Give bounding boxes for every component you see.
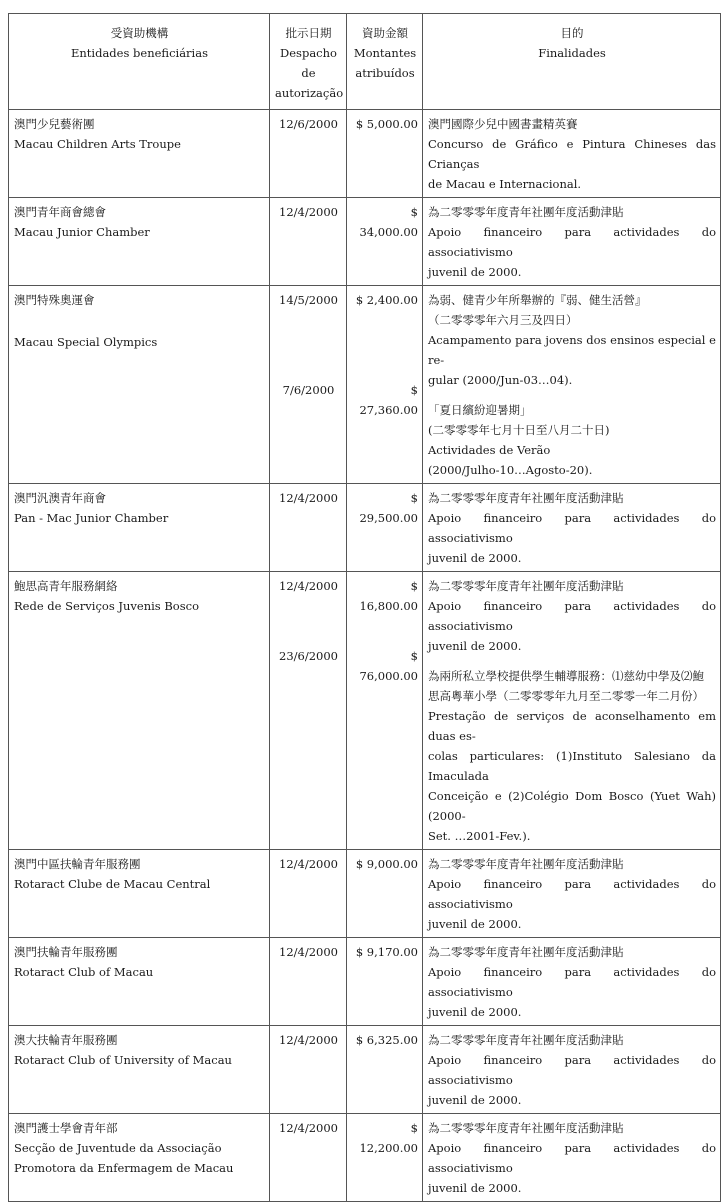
- purpose-line: Apoio financeiro para actividades do associativismo: [428, 1053, 716, 1087]
- purpose-line: Apoio financeiro para actividades do associativismo: [428, 965, 716, 999]
- date-cell: [270, 198, 347, 286]
- table-row: [9, 1114, 721, 1202]
- entity-name-pt: Rede de Serviços Juvenis Bosco: [14, 599, 199, 613]
- grant-date: 14/5/2000: [279, 293, 338, 307]
- purpose-cell: [423, 938, 721, 1026]
- date-cell: [270, 572, 347, 850]
- purpose-line: 為二零零零年度青年社團年度活動津貼: [428, 205, 624, 219]
- purpose-line: 思高粵華小學（二零零零年九月至二零零一年二月份）: [428, 689, 704, 703]
- amount-cell: [347, 110, 423, 198]
- grant-amount: $ 9,170.00: [355, 945, 418, 959]
- grant-purpose: [428, 290, 716, 390]
- grant-amount: $ 6,325.00: [355, 1033, 418, 1047]
- amount-cell: [347, 1026, 423, 1114]
- date-cell: [270, 484, 347, 572]
- purpose-cell: [423, 484, 721, 572]
- entity-cell: [9, 850, 270, 938]
- amount-cell: [347, 850, 423, 938]
- table-row: [9, 286, 721, 484]
- grant-amount: $ 12,200.00: [359, 1121, 418, 1155]
- grant-purpose: [428, 666, 716, 846]
- grant-purpose: [428, 854, 716, 934]
- table-row: [9, 110, 721, 198]
- entity-cell: [9, 938, 270, 1026]
- purpose-line: 為二零零零年度青年社團年度活動津貼: [428, 491, 624, 505]
- purpose-line: Apoio financeiro para actividades do associativismo: [428, 599, 716, 633]
- purpose-line: 澳門國際少兒中國書畫精英賽: [428, 117, 578, 131]
- grant-amount: $ 16,800.00: [359, 579, 418, 613]
- purpose-line: 為二零零零年度青年社團年度活動津貼: [428, 857, 624, 871]
- grant-amount: $ 2,400.00: [355, 293, 418, 307]
- entity-name-pt: Rotaract Club of Macau: [14, 965, 154, 979]
- purpose-cell: [423, 572, 721, 850]
- grant-purpose: [428, 942, 716, 1022]
- entity-name-pt: Macau Junior Chamber: [14, 225, 150, 239]
- entity-cell: [9, 198, 270, 286]
- header-entity: [9, 14, 270, 110]
- date-cell: [270, 1026, 347, 1114]
- purpose-line: 「夏日繽紛迎暑期」: [428, 403, 532, 417]
- purpose-line: Apoio financeiro para actividades do associativismo: [428, 511, 716, 545]
- grant-amount: $ 76,000.00: [359, 649, 418, 683]
- grants-table: [8, 13, 721, 1202]
- table-row: [9, 572, 721, 850]
- grant-date: 12/4/2000: [279, 945, 338, 959]
- entity-name-zh: 鮑思高青年服務網絡: [14, 579, 118, 593]
- grant-purpose: [428, 1118, 716, 1198]
- purpose-line: Conceição e (2)Colégio Dom Bosco (Yuet Wah) (2000-: [428, 789, 716, 823]
- table-row: [9, 938, 721, 1026]
- purpose-line: 為兩所私立學校提供學生輔導服務：⑴慈幼中學及⑵鮑: [428, 669, 704, 683]
- grant-amount: $ 34,000.00: [359, 205, 418, 239]
- entity-name-zh: 澳大扶輪青年服務團: [14, 1033, 118, 1047]
- purpose-line: juvenil de 2000.: [428, 1093, 522, 1107]
- grant-purpose: [428, 202, 716, 282]
- amount-cell: [347, 286, 423, 484]
- grant-purpose: [428, 1030, 716, 1110]
- entity-name-zh: 澳門扶輪青年服務團: [14, 945, 118, 959]
- table-row: [9, 198, 721, 286]
- grant-purpose: [428, 488, 716, 568]
- purpose-cell: [423, 1114, 721, 1202]
- purpose-cell: [423, 198, 721, 286]
- amount-cell: [347, 572, 423, 850]
- entity-name-zh: 澳門護士學會青年部: [14, 1121, 118, 1135]
- grant-purpose: [428, 400, 716, 480]
- header-amount-zh: 資助金額: [362, 26, 408, 40]
- amount-cell: [347, 484, 423, 572]
- purpose-line: juvenil de 2000.: [428, 265, 522, 279]
- header-date-pt-1: Despacho de: [280, 46, 337, 80]
- purpose-line: 為二零零零年度青年社團年度活動津貼: [428, 1121, 624, 1135]
- purpose-line: Prestação de serviços de aconselhamento em duas es-: [428, 709, 716, 743]
- entity-cell: [9, 286, 270, 484]
- amount-cell: [347, 1114, 423, 1202]
- purpose-line: Apoio financeiro para actividades do associativismo: [428, 1141, 716, 1175]
- grant-date: 12/4/2000: [279, 1033, 338, 1047]
- header-entity-pt: Entidades beneficiárias: [70, 46, 208, 60]
- spacer: [14, 310, 265, 332]
- header-amount-pt-1: Montantes: [353, 46, 417, 60]
- purpose-line: juvenil de 2000.: [428, 551, 522, 565]
- purpose-line: 為二零零零年度青年社團年度活動津貼: [428, 1033, 624, 1047]
- purpose-line: juvenil de 2000.: [428, 639, 522, 653]
- entity-name-zh: 澳門中區扶輪青年服務團: [14, 857, 141, 871]
- entity-name-pt: Macau Special Olympics: [14, 335, 158, 349]
- date-cell: [270, 938, 347, 1026]
- purpose-cell: [423, 1026, 721, 1114]
- grant-date: 12/4/2000: [279, 579, 338, 593]
- entity-name-zh: 澳門汎澳青年商會: [14, 491, 106, 505]
- amount-cell: [347, 198, 423, 286]
- header-date: [270, 14, 347, 110]
- purpose-line: colas particulares: (1)Instituto Salesiano da Imaculada: [428, 749, 716, 783]
- grant-purpose: [428, 114, 716, 194]
- entity-name-pt: Rotaract Clube de Macau Central: [14, 877, 211, 891]
- header-purpose: [423, 14, 721, 110]
- entity-cell: [9, 484, 270, 572]
- header-row: [9, 14, 721, 110]
- grant-date: 7/6/2000: [282, 383, 335, 397]
- purpose-line: 為二零零零年度青年社團年度活動津貼: [428, 945, 624, 959]
- date-cell: [270, 850, 347, 938]
- table-row: [9, 484, 721, 572]
- entity-cell: [9, 1026, 270, 1114]
- grant-date: 12/6/2000: [279, 117, 338, 131]
- purpose-line: Apoio financeiro para actividades do associativismo: [428, 877, 716, 911]
- grant-amount: $ 9,000.00: [355, 857, 418, 871]
- purpose-line: 為二零零零年度青年社團年度活動津貼: [428, 579, 624, 593]
- grant-date: 12/4/2000: [279, 857, 338, 871]
- purpose-line: juvenil de 2000.: [428, 917, 522, 931]
- entity-cell: [9, 1114, 270, 1202]
- purpose-line: (2000/Julho-10…Agosto-20).: [428, 463, 593, 477]
- entity-name-pt: Rotaract Club of University of Macau: [14, 1053, 232, 1067]
- purpose-line: juvenil de 2000.: [428, 1005, 522, 1019]
- header-amount-pt-2: atribuídos: [355, 66, 415, 80]
- table-body: [9, 110, 721, 1202]
- purpose-line: de Macau e Internacional.: [428, 177, 582, 191]
- entity-name-zh: 澳門特殊奧運會: [14, 293, 95, 307]
- entity-name-zh: 澳門青年商會總會: [14, 205, 106, 219]
- grant-amount: $ 29,500.00: [359, 491, 418, 525]
- header-entity-zh: 受資助機構: [110, 26, 169, 40]
- date-cell: [270, 110, 347, 198]
- entity-name-pt: Secção de Juventude da Associação: [14, 1141, 222, 1155]
- entity-name-pt: Pan - Mac Junior Chamber: [14, 511, 169, 525]
- purpose-line: gular (2000/Jun-03…04).: [428, 373, 573, 387]
- purpose-line: Concurso de Gráfico e Pintura Chineses das Crianças: [428, 137, 716, 171]
- amount-cell: [347, 938, 423, 1026]
- header-date-zh: 批示日期: [285, 26, 332, 40]
- purpose-cell: [423, 110, 721, 198]
- grant-date: 12/4/2000: [279, 1121, 338, 1135]
- date-cell: [270, 1114, 347, 1202]
- purpose-cell: [423, 286, 721, 484]
- header-amount: [347, 14, 423, 110]
- header-purpose-pt: Finalidades: [538, 46, 606, 60]
- purpose-cell: [423, 850, 721, 938]
- grant-date: 23/6/2000: [279, 649, 338, 663]
- entity-name-pt: Promotora da Enfermagem de Macau: [14, 1161, 234, 1175]
- grant-date: 12/4/2000: [279, 491, 338, 505]
- purpose-line: （二零零零年六月三及四日）: [428, 313, 578, 327]
- purpose-line: Set. …2001-Fev.).: [428, 829, 531, 843]
- table-row: [9, 850, 721, 938]
- table-row: [9, 1026, 721, 1114]
- purpose-line: (二零零零年七月十日至八月二十日): [428, 423, 610, 437]
- purpose-line: Apoio financeiro para actividades do associativismo: [428, 225, 716, 259]
- grant-amount: $ 27,360.00: [359, 383, 418, 417]
- grant-purpose: [428, 576, 716, 656]
- entity-name-pt: Macau Children Arts Troupe: [14, 137, 181, 151]
- entity-cell: [9, 572, 270, 850]
- grant-date: 12/4/2000: [279, 205, 338, 219]
- purpose-line: Acampamento para jovens dos ensinos especial e re-: [428, 333, 716, 367]
- purpose-line: 為弱、健青少年所舉辦的『弱、健生活營』: [428, 293, 647, 307]
- entity-cell: [9, 110, 270, 198]
- date-cell: [270, 286, 347, 484]
- entity-name-zh: 澳門少兒藝術團: [14, 117, 95, 131]
- purpose-line: juvenil de 2000.: [428, 1181, 522, 1195]
- grant-amount: $ 5,000.00: [355, 117, 418, 131]
- purpose-line: Actividades de Verão: [428, 443, 551, 457]
- header-purpose-zh: 目的: [560, 26, 584, 40]
- header-date-pt-2: autorização: [275, 86, 344, 100]
